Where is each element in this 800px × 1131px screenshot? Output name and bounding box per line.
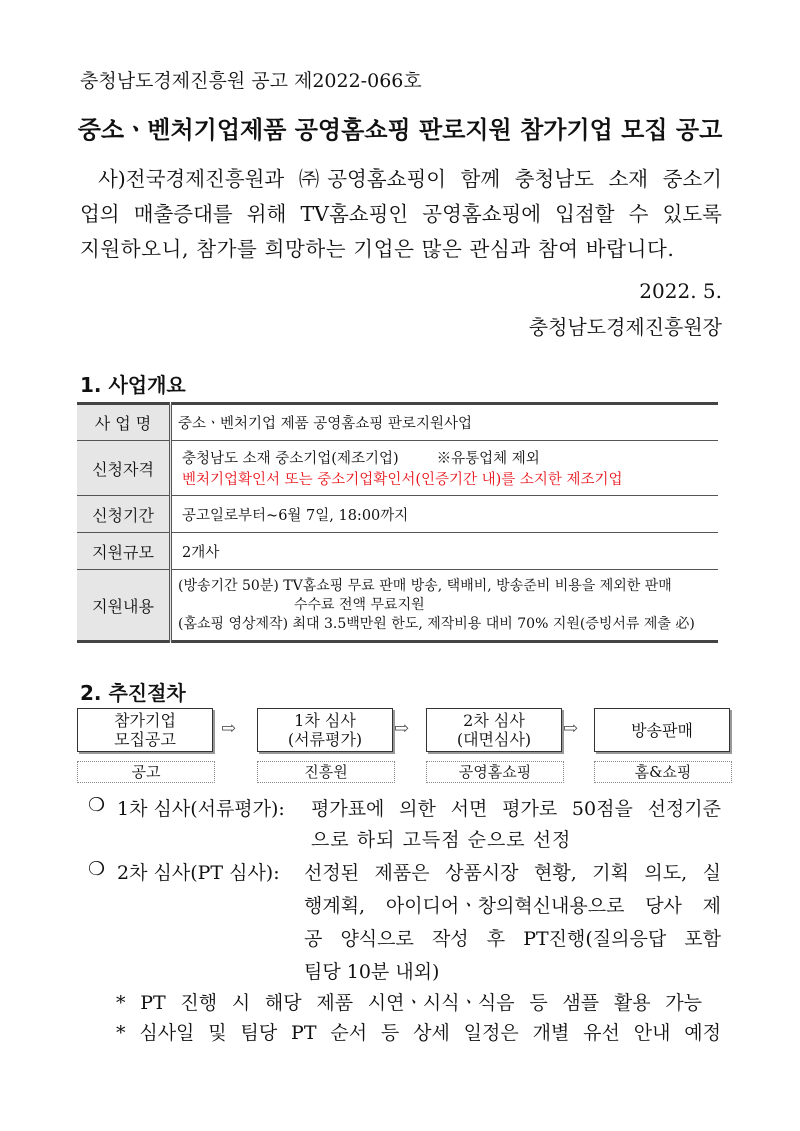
note: * PT 진행 시 해당 제품 시연ㆍ시식ㆍ식음 등 샘플 활용 가능 — [116, 992, 702, 1014]
bullet-text: 으로 하되 고득점 순으로 선정 — [311, 829, 572, 851]
row-value: 공고일로부터~6월 7일, 18:00까지 — [171, 496, 719, 533]
row-label: 지원규모 — [77, 533, 171, 570]
row-label: 신청자격 — [77, 441, 171, 496]
flow-owner: 공영홈쇼핑 — [426, 761, 564, 783]
bullet-label: 1차 심사(서류평가): — [117, 798, 285, 820]
row-value: 2개사 — [171, 533, 719, 570]
date: 2022. 5. — [639, 279, 722, 303]
bullet-text: 팀당 10분 내외) — [304, 961, 440, 983]
bullet-icon: ❍ — [88, 858, 106, 880]
row-value: (방송기간 50분) TV홈쇼핑 무료 판매 방송, 택배비, 방송준비 비용을 제외한 판매 — [178, 577, 672, 594]
flow-owner: 홈&쇼핑 — [594, 761, 732, 783]
bullet-text: 공 양식으로 작성 후 PT진행(질의응답 포함 — [304, 928, 721, 950]
bullet-text: 평가표에 의한 서면 평가로 50점을 선정기준 — [311, 798, 721, 820]
intro-line: 업의 매출증대를 위해 TV홈쇼핑인 공영홈쇼핑에 입점할 수 있도록 — [80, 202, 722, 226]
intro-line: 사)전국경제진흥원과 ㈜공영홈쇼핑이 함께 충청남도 소재 중소기 — [98, 167, 722, 191]
row-value: (홈쇼핑 영상제작) 최대 3.5백만원 한도, 제작비용 대비 70% 지원(증빙서류 제출 必) — [178, 615, 695, 632]
flow-step: 참가기업 모집공고 — [77, 708, 213, 752]
note: * 심사일 및 팀당 PT 순서 등 상세 일정은 개별 유선 안내 예정 — [116, 1022, 721, 1044]
row-label: 사 업 명 — [77, 404, 171, 441]
bullet-text: 행계획, 아이디어ㆍ창의혁신내용으로 당사 제 — [304, 895, 721, 917]
overview-table — [77, 402, 718, 643]
arrow-right-icon: ⇨ — [394, 718, 410, 739]
row-note: ※유통업체 제외 — [436, 451, 540, 467]
flow-step: 2차 심사 (대면심사) — [426, 708, 562, 752]
row-value: 수수료 전액 무료지원 — [294, 596, 425, 613]
bullet-text: 선정된 제품은 상품시장 현황, 기획 의도, 실 — [304, 862, 721, 884]
page-title: 중소ㆍ벤처기업제품 공영홈쇼핑 판로지원 참가기업 모집 공고 — [77, 116, 723, 144]
bullet-label: 2차 심사(PT 심사): — [117, 862, 280, 884]
flow-owner: 공고 — [77, 761, 215, 783]
flow-owner: 진흥원 — [257, 761, 395, 783]
flow-step: 방송판매 — [594, 708, 730, 752]
flow-step: 1차 심사 (서류평가) — [257, 708, 393, 752]
row-value: 중소ㆍ벤처기업 제품 공영홈쇼핑 판로지원사업 — [171, 404, 719, 441]
row-value: 충청남도 소재 중소기업(제조기업) — [182, 451, 399, 467]
bullet-icon: ❍ — [88, 794, 106, 816]
row-label: 신청기간 — [77, 496, 171, 533]
arrow-right-icon: ⇨ — [563, 718, 579, 739]
section-title: 2. 추진절차 — [80, 681, 186, 705]
section-title: 1. 사업개요 — [80, 373, 186, 397]
arrow-right-icon: ⇨ — [221, 718, 237, 739]
notice-number: 충청남도경제진흥원 공고 제2022-066호 — [80, 70, 422, 92]
eligibility-highlight: 벤처기업확인서 또는 중소기업확인서(인증기간 내)를 소지한 제조기업 — [182, 472, 623, 488]
signer: 충청남도경제진흥원장 — [528, 315, 722, 339]
intro-line: 지원하오니, 참가를 희망하는 기업은 많은 관심과 참여 바랍니다. — [80, 237, 675, 261]
row-label: 지원내용 — [77, 570, 171, 642]
